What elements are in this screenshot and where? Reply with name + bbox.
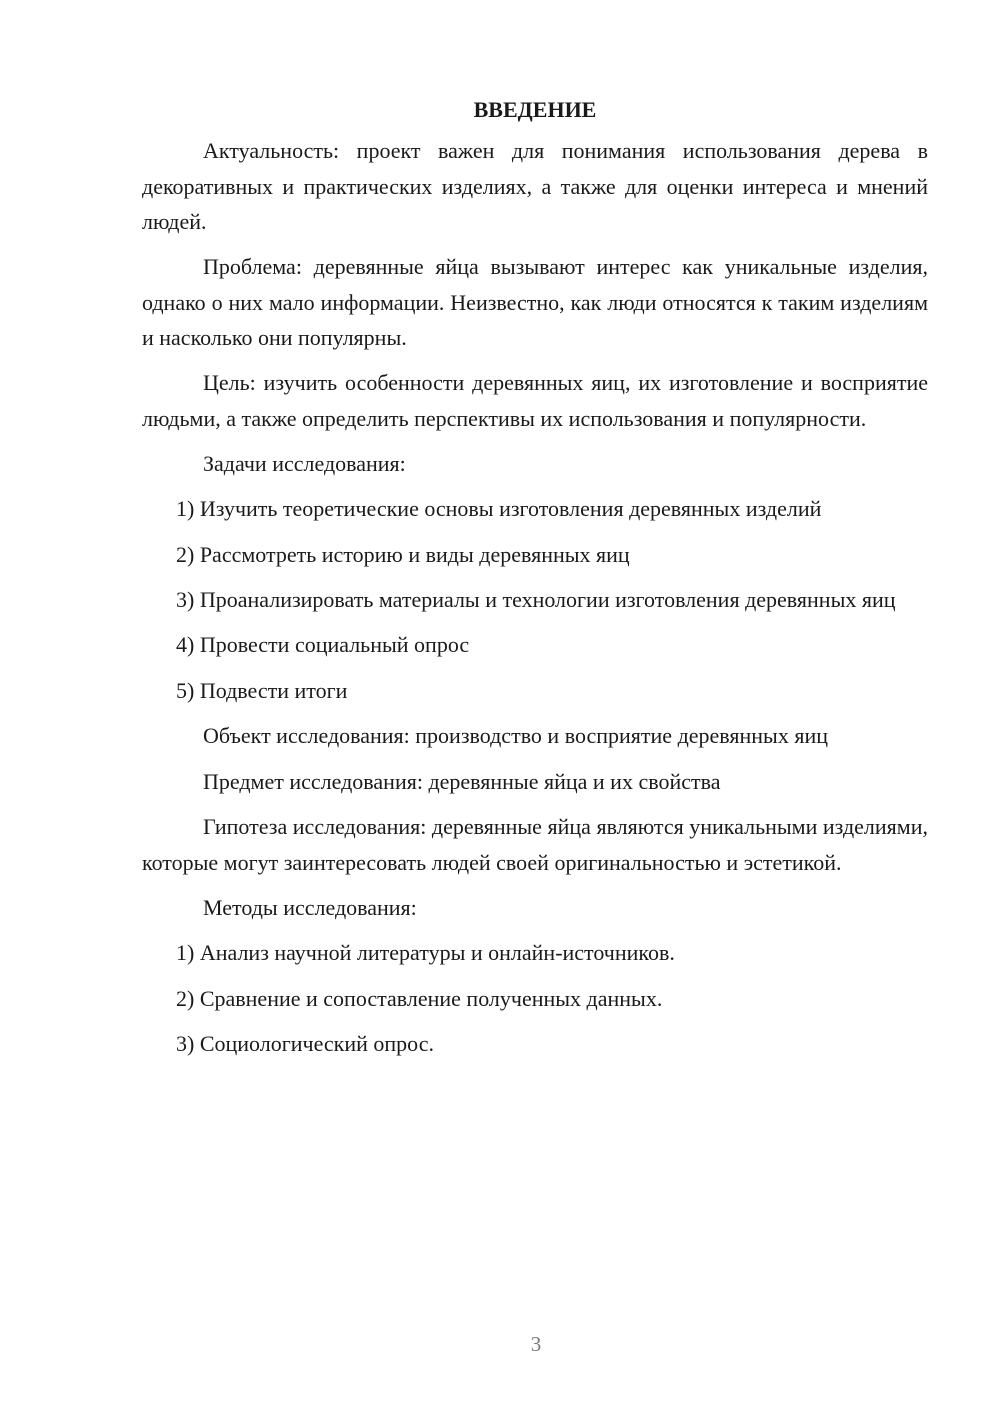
method-item-1: 1) Анализ научной литературы и онлайн-источников. [176, 940, 675, 965]
method-item-2: 2) Сравнение и сопоставление полученных данных. [176, 985, 663, 1011]
method-item-3: 3) Социологический опрос. [176, 1031, 434, 1056]
section-title: ВВЕДЕНИЕ [473, 97, 597, 122]
document-body [142, 92, 928, 1072]
research-hypothesis: Гипотеза исследования: деревянные яйца являются уникальными изделиями, которые могут заинтересовать людей своей оригинальностью и эстетикой. [142, 814, 928, 875]
problem-paragraph: Проблема: деревянные яйца вызывают интерес как уникальные изделия, однако о них мало информации. Неизвестно, как люди относятся к таким изделиям и насколько они популярны. [142, 254, 928, 350]
research-subject: Предмет исследования: деревянные яйца и их свойства [203, 768, 721, 794]
page-number: 3 [530, 1332, 542, 1356]
goal-paragraph: Цель: изучить особенности деревянных яиц, их изготовление и восприятие людьми, а также определить перспективы их использования и популярности. [142, 370, 928, 431]
methods-heading: Методы исследования: [203, 894, 417, 920]
relevance-paragraph: Актуальность: проект важен для понимания использования дерева в декоративных и практических изделиях, а также для оценки интереса и мнений людей. [142, 138, 928, 234]
task-item-1: 1) Изучить теоретические основы изготовления деревянных изделий [176, 496, 822, 521]
task-item-5: 5) Подвести итоги [176, 677, 348, 703]
task-item-2: 2) Рассмотреть историю и виды деревянных яиц [176, 541, 630, 567]
task-item-4: 4) Провести социальный опрос [176, 632, 470, 657]
tasks-heading: Задачи исследования: [203, 450, 406, 476]
research-object: Объект исследования: производство и восприятие деревянных яиц [203, 723, 829, 748]
task-item-3: 3) Проанализировать материалы и технологии изготовления деревянных яиц [176, 587, 896, 612]
